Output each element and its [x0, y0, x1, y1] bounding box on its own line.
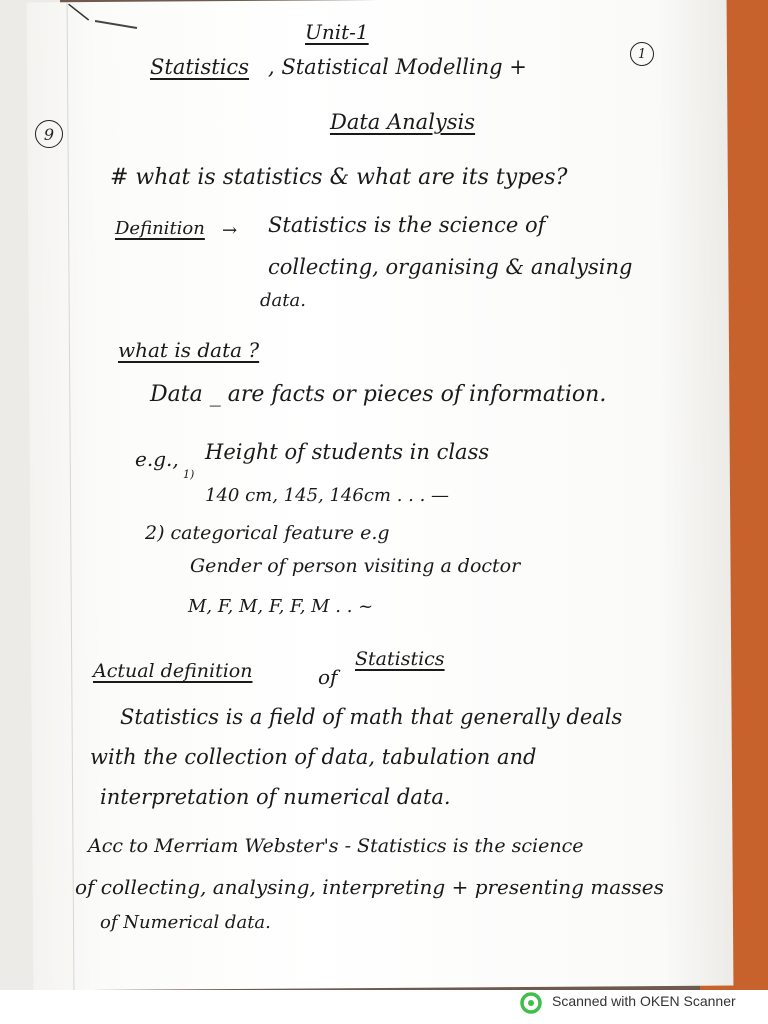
definition-text-line1: Statistics is the science of [268, 213, 546, 237]
unit-heading: Unit-1 [305, 20, 369, 44]
title-data-analysis: Data Analysis [330, 110, 476, 134]
example-1-number: 1) [183, 468, 195, 481]
example-2-values: M, F, M, F, F, M . . ~ [188, 596, 374, 617]
title-statistics: Statistics [150, 55, 249, 79]
definition-text-line3: data. [260, 290, 306, 311]
merriam-line2: of collecting, analysing, interpreting + presenting masses [75, 875, 664, 899]
question-what-is-statistics: # what is statistics & what are its types? [110, 165, 568, 190]
actual-definition-statistics: Statistics [355, 648, 445, 670]
example-1-text: Height of students in class [205, 440, 490, 464]
data-definition: Data _ are facts or pieces of information. [150, 382, 607, 407]
actual-text-line2: with the collection of data, tabulation and [90, 745, 537, 769]
definition-label: Definition [115, 218, 205, 239]
actual-definition-label: Actual definition [93, 660, 253, 682]
corner-scribble-icon [67, 2, 97, 32]
scanner-watermark-text: Scanned with OKEN Scanner [552, 993, 736, 1009]
oken-scanner-logo-icon [520, 992, 542, 1014]
actual-text-line1: Statistics is a field of math that generally deals [120, 705, 623, 729]
example-label: e.g., [135, 447, 179, 471]
merriam-line3: of Numerical data. [100, 912, 271, 933]
page-number-circle [630, 42, 654, 66]
actual-text-line3: interpretation of numerical data. [100, 785, 451, 809]
page-margin-line [67, 2, 75, 992]
title-statistical-modelling: , Statistical Modelling + [268, 55, 527, 79]
corner-dash-icon [95, 18, 140, 30]
margin-number-circle [35, 120, 63, 148]
example-2-line2: Gender of person visiting a doctor [190, 555, 521, 577]
margin-number: 9 [43, 124, 55, 144]
actual-definition-of: of [318, 665, 338, 689]
merriam-line1: Acc to Merriam Webster's - Statistics is the science [88, 835, 584, 857]
example-1-values: 140 cm, 145, 146cm . . . — [205, 485, 450, 506]
definition-arrow: → [222, 220, 238, 241]
page-number: 1 [637, 46, 647, 62]
definition-text-line2: collecting, organising & analysing [268, 255, 633, 279]
example-2-text: 2) categorical feature e.g [145, 522, 390, 544]
question-what-is-data: what is data ? [118, 338, 260, 362]
